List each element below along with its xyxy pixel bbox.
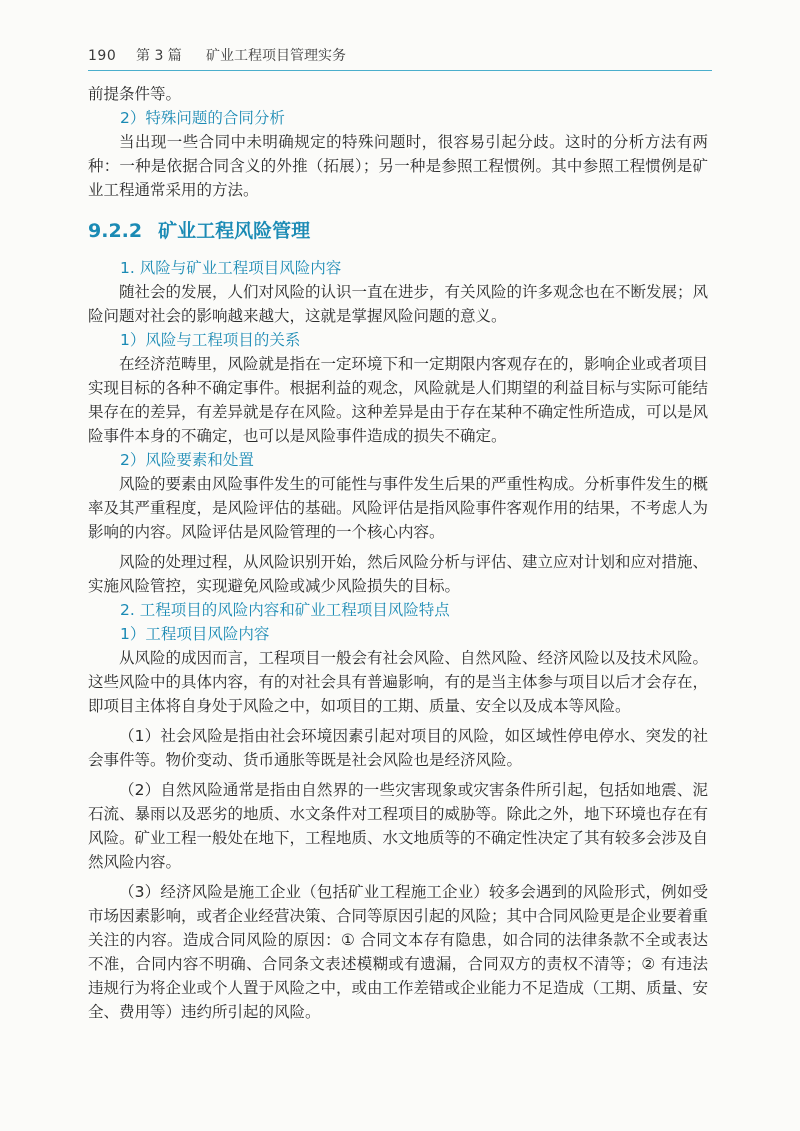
paragraph: 从风险的成因而言，工程项目一般会有社会风险、自然风险、经济风险以及技术风险。这些风险中的具体内容，有的对社会具有普遍影响，有的是当主体参与项目以后才会存在，即项目主体将自身处于风险之中，如项目的工期、质量、安全以及成本等风险。 xyxy=(88,649,709,715)
subheading-risk-elements: 2）风险要素和处置 xyxy=(120,451,254,469)
paragraph-natural-risk: （2）自然风险通常是指由自然界的一些灾害现象或灾害条件所引起，包括如地震、泥石流、暴雨以及恶劣的地质、水文条件对工程项目的威胁等。除此之外，地下环境也存在有风险。矿业工程一般处在地下，工程地质、水文地质等的不确定性决定了其有较多会涉及自然风险内容。 xyxy=(88,781,709,871)
paragraph: 风险的处理过程，从风险识别开始，然后风险分析与评估、建立应对计划和应对措施、实施风险管控，实现避免风险或减少风险损失的目标。 xyxy=(88,553,709,595)
section-title: 矿业工程风险管理 xyxy=(158,220,311,242)
subheading-special-issues: 2）特殊问题的合同分析 xyxy=(120,109,285,127)
chapter-label: 第 3 篇 xyxy=(136,48,182,64)
paragraph: 风险的要素由风险事件发生的可能性与事件发生后果的严重性构成。分析事件发生的概率及其严重程度，是风险评估的基础。风险评估是指风险事件客观作用的结果，不考虑人为影响的内容。风险评估是风险管理的一个核心内容。 xyxy=(88,475,709,541)
paragraph: 当出现一些合同中未明确规定的特殊问题时，很容易引起分歧。这时的分析方法有两种：一种是依据合同含义的外推（拓展）；另一种是参照工程惯例。其中参照工程惯例是矿业工程通常采用的方法。 xyxy=(88,133,708,199)
page-number: 190 xyxy=(88,48,117,64)
subheading-risk-content: 1. 风险与矿业工程项目风险内容 xyxy=(120,259,342,277)
subheading-risk-relation: 1）风险与工程项目的关系 xyxy=(120,331,301,349)
subheading-project-risk-content: 1）工程项目风险内容 xyxy=(120,625,270,643)
section-number: 9.2.2 xyxy=(88,220,143,242)
subheading-project-risk: 2. 工程项目的风险内容和矿业工程项目风险特点 xyxy=(120,601,450,619)
page-body xyxy=(88,80,708,1024)
header-rule xyxy=(88,70,712,71)
paragraph-economic-risk: （3）经济风险是施工企业（包括矿业工程施工企业）较多会遇到的风险形式，例如受市场因素影响，或者企业经营决策、合同等原因引起的风险；其中合同风险更是企业要着重关注的内容。造成合同风险的原因：① 合同文本存有隐患，如合同的法律条款不全或表达不准，合同内容不明确、合同条文表述模糊或有遗漏，合同双方的责权不清等；② 有违法违规行为将企业或个人置于风险之中，或由工作差错或企业能力不足造成（工期、质量、安全、费用等）违约所引起的风险。 xyxy=(88,883,709,1021)
section-heading xyxy=(88,218,708,244)
paragraph-social-risk: （1）社会风险是指由社会环境因素引起对项目的风险，如区域性停电停水、突发的社会事件等。物价变动、货币通胀等既是社会风险也是经济风险。 xyxy=(88,727,708,769)
book-title: 矿业工程项目管理实务 xyxy=(206,48,346,64)
paragraph: 随社会的发展，人们对风险的认识一直在进步，有关风险的许多观念也在不断发展；风险问题对社会的影响越来越大，这就是掌握风险问题的意义。 xyxy=(88,283,709,325)
page-header xyxy=(88,46,708,70)
paragraph: 在经济范畴里，风险就是指在一定环境下和一定期限内客观存在的，影响企业或者项目实现目标的各种不确定事件。根据利益的观念，风险就是人们期望的利益目标与实际可能结果存在的差异，有差异就是存在风险。这种差异是由于存在某种不确定性所造成，可以是风险事件本身的不确定，也可以是风险事件造成的损失不确定。 xyxy=(88,355,709,445)
paragraph: 前提条件等。 xyxy=(88,85,182,103)
